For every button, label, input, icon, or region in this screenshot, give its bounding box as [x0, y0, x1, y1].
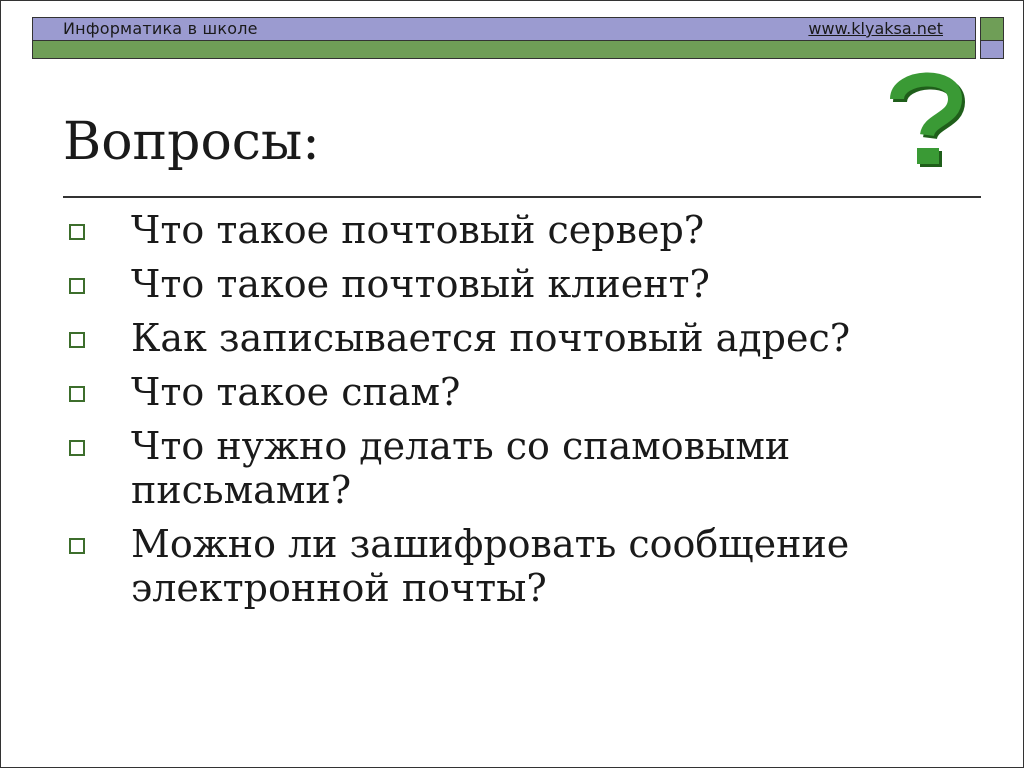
list-item-text: Что такое почтовый сервер?: [131, 208, 705, 252]
header-bar: [32, 17, 976, 41]
question-list: [63, 208, 963, 620]
slide-title: Вопросы:: [63, 112, 320, 172]
list-item-text: Что нужно делать со спамовыми письмами?: [131, 424, 791, 512]
list-item-text: Как записывается почтовый адрес?: [131, 316, 851, 360]
list-item: [63, 262, 963, 306]
list-item-text: Можно ли зашифровать сообщение электронной почты?: [131, 522, 850, 610]
list-item-text: Что такое спам?: [131, 370, 461, 414]
list-item: [63, 370, 963, 414]
site-link[interactable]: www.klyaksa.net: [808, 19, 943, 38]
question-mark-icon: [881, 63, 971, 173]
list-item: [63, 424, 963, 512]
square-bullet-icon: [69, 224, 85, 240]
header-corner-square-bottom: [980, 41, 1004, 59]
header-accent-bar: [32, 41, 976, 59]
header-title: Информатика в школе: [63, 19, 258, 38]
list-item: [63, 208, 963, 252]
list-item: [63, 522, 963, 610]
square-bullet-icon: [69, 278, 85, 294]
header-corner-square-top: [980, 17, 1004, 41]
square-bullet-icon: [69, 538, 85, 554]
list-item: [63, 316, 963, 360]
list-item-text: Что такое почтовый клиент?: [131, 262, 710, 306]
square-bullet-icon: [69, 332, 85, 348]
title-divider: [63, 196, 981, 198]
square-bullet-icon: [69, 386, 85, 402]
square-bullet-icon: [69, 440, 85, 456]
